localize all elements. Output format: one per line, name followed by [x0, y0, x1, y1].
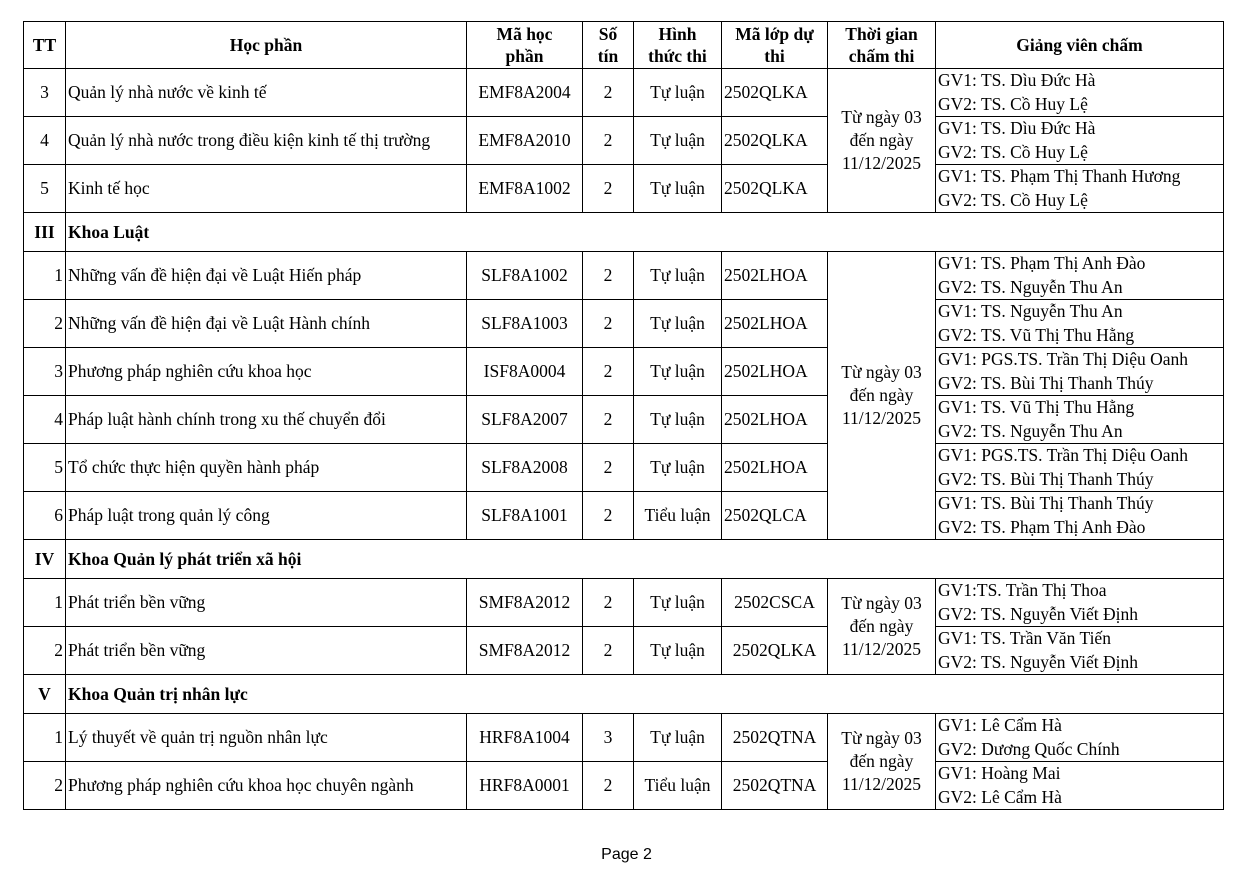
cell-class: 2502QTNA — [722, 762, 828, 810]
cell-code: SLF8A1003 — [467, 300, 583, 348]
cell-code: SMF8A2012 — [467, 627, 583, 675]
cell-credits: 2 — [583, 348, 634, 396]
cell-tt: 1 — [24, 252, 66, 300]
cell-tt: 1 — [24, 579, 66, 627]
cell-tt: 1 — [24, 714, 66, 762]
cell-tt: 5 — [24, 444, 66, 492]
cell-course: Những vấn đề hiện đại về Luật Hiến pháp — [66, 252, 467, 300]
cell-graders: GV1: TS. Vũ Thị Thu Hằng GV2: TS. Nguyễn Thu An — [936, 396, 1224, 444]
cell-course: Phát triển bền vững — [66, 627, 467, 675]
cell-class: 2502LHOA — [722, 348, 828, 396]
cell-code: EMF8A1002 — [467, 165, 583, 213]
cell-tt: 4 — [24, 396, 66, 444]
cell-form: Tự luận — [634, 300, 722, 348]
cell-code: EMF8A2004 — [467, 69, 583, 117]
cell-form: Tự luận — [634, 396, 722, 444]
page-number: Page 2 — [601, 846, 652, 863]
cell-course: Pháp luật hành chính trong xu thế chuyển đổi — [66, 396, 467, 444]
cell-code: ISF8A0004 — [467, 348, 583, 396]
table-row — [24, 69, 1224, 117]
cell-code: SLF8A2007 — [467, 396, 583, 444]
cell-time: Từ ngày 03 đến ngày 11/12/2025 — [828, 69, 936, 213]
cell-form: Tự luận — [634, 69, 722, 117]
cell-graders: GV1: Hoàng Mai GV2: Lê Cẩm Hà — [936, 762, 1224, 810]
table-row — [24, 627, 1224, 675]
table-row — [24, 444, 1224, 492]
section-title: Khoa Quản lý phát triển xã hội — [66, 540, 1224, 579]
header-graders: Giảng viên chấm — [936, 22, 1224, 69]
cell-class: 2502QTNA — [722, 714, 828, 762]
cell-tt: 2 — [24, 762, 66, 810]
cell-form: Tiểu luận — [634, 492, 722, 540]
section-row-khoa-luat — [24, 213, 1224, 252]
cell-form: Tự luận — [634, 348, 722, 396]
cell-credits: 2 — [583, 579, 634, 627]
cell-class: 2502QLKA — [722, 69, 828, 117]
cell-class: 2502QLKA — [722, 627, 828, 675]
cell-course: Phát triển bền vững — [66, 579, 467, 627]
section-number: III — [24, 213, 66, 252]
cell-credits: 2 — [583, 300, 634, 348]
cell-form: Tự luận — [634, 444, 722, 492]
cell-code: HRF8A1004 — [467, 714, 583, 762]
header-grading-time: Thời gian chấm thi — [828, 22, 936, 69]
cell-course: Lý thuyết về quản trị nguồn nhân lực — [66, 714, 467, 762]
cell-form: Tiểu luận — [634, 762, 722, 810]
table-row — [24, 252, 1224, 300]
table-row — [24, 492, 1224, 540]
cell-time: Từ ngày 03 đến ngày 11/12/2025 — [828, 579, 936, 675]
cell-credits: 2 — [583, 762, 634, 810]
cell-graders: GV1: PGS.TS. Trần Thị Diệu Oanh GV2: TS. Bùi Thị Thanh Thúy — [936, 348, 1224, 396]
cell-credits: 2 — [583, 252, 634, 300]
cell-code: SLF8A1001 — [467, 492, 583, 540]
cell-class: 2502LHOA — [722, 396, 828, 444]
cell-graders: GV1: TS. Dìu Đức Hà GV2: TS. Cồ Huy Lệ — [936, 117, 1224, 165]
cell-course: Phương pháp nghiên cứu khoa học chuyên ngành — [66, 762, 467, 810]
table-row — [24, 396, 1224, 444]
cell-form: Tự luận — [634, 252, 722, 300]
section-row-khoa-quan-tri-nhan-luc — [24, 675, 1224, 714]
cell-course: Pháp luật trong quản lý công — [66, 492, 467, 540]
section-title: Khoa Luật — [66, 213, 1224, 252]
section-number: V — [24, 675, 66, 714]
table-row — [24, 762, 1224, 810]
header-row — [24, 22, 1224, 69]
cell-course: Tổ chức thực hiện quyền hành pháp — [66, 444, 467, 492]
cell-time: Từ ngày 03 đến ngày 11/12/2025 — [828, 252, 936, 540]
cell-credits: 2 — [583, 627, 634, 675]
header-credits: Số tín — [583, 22, 634, 69]
cell-code: EMF8A2010 — [467, 117, 583, 165]
cell-code: SLF8A2008 — [467, 444, 583, 492]
cell-tt: 3 — [24, 69, 66, 117]
header-tt: TT — [24, 22, 66, 69]
header-exam-form: Hình thức thi — [634, 22, 722, 69]
section-number: IV — [24, 540, 66, 579]
cell-tt: 2 — [24, 300, 66, 348]
cell-class: 2502QLCA — [722, 492, 828, 540]
table-row — [24, 117, 1224, 165]
cell-graders: GV1:TS. Trần Thị Thoa GV2: TS. Nguyễn Viết Định — [936, 579, 1224, 627]
cell-graders: GV1: PGS.TS. Trần Thị Diệu Oanh GV2: TS. Bùi Thị Thanh Thúy — [936, 444, 1224, 492]
cell-form: Tự luận — [634, 579, 722, 627]
cell-course: Quản lý nhà nước trong điều kiện kinh tế thị trường — [66, 117, 467, 165]
cell-class: 2502LHOA — [722, 444, 828, 492]
cell-graders: GV1: TS. Nguyễn Thu An GV2: TS. Vũ Thị Thu Hằng — [936, 300, 1224, 348]
cell-tt: 4 — [24, 117, 66, 165]
table-row — [24, 714, 1224, 762]
cell-course: Những vấn đề hiện đại về Luật Hành chính — [66, 300, 467, 348]
section-title: Khoa Quản trị nhân lực — [66, 675, 1224, 714]
cell-tt: 2 — [24, 627, 66, 675]
cell-time: Từ ngày 03 đến ngày 11/12/2025 — [828, 714, 936, 810]
cell-credits: 2 — [583, 117, 634, 165]
cell-class: 2502LHOA — [722, 252, 828, 300]
cell-credits: 2 — [583, 69, 634, 117]
table-row — [24, 579, 1224, 627]
cell-code: SLF8A1002 — [467, 252, 583, 300]
cell-tt: 5 — [24, 165, 66, 213]
cell-credits: 2 — [583, 444, 634, 492]
cell-form: Tự luận — [634, 117, 722, 165]
cell-code: HRF8A0001 — [467, 762, 583, 810]
cell-class: 2502QLKA — [722, 165, 828, 213]
cell-class: 2502QLKA — [722, 117, 828, 165]
cell-graders: GV1: TS. Bùi Thị Thanh Thúy GV2: TS. Phạm Thị Anh Đào — [936, 492, 1224, 540]
cell-credits: 2 — [583, 165, 634, 213]
cell-credits: 2 — [583, 492, 634, 540]
cell-form: Tự luận — [634, 714, 722, 762]
cell-graders: GV1: TS. Phạm Thị Anh Đào GV2: TS. Nguyễn Thu An — [936, 252, 1224, 300]
cell-graders: GV1: TS. Phạm Thị Thanh Hương GV2: TS. Cồ Huy Lệ — [936, 165, 1224, 213]
cell-course: Kinh tế học — [66, 165, 467, 213]
cell-course: Phương pháp nghiên cứu khoa học — [66, 348, 467, 396]
table-row — [24, 300, 1224, 348]
cell-course: Quản lý nhà nước về kinh tế — [66, 69, 467, 117]
cell-graders: GV1: TS. Dìu Đức Hà GV2: TS. Cồ Huy Lệ — [936, 69, 1224, 117]
table-row — [24, 348, 1224, 396]
cell-tt: 6 — [24, 492, 66, 540]
cell-class: 2502CSCA — [722, 579, 828, 627]
section-row-khoa-quan-ly-phat-trien-xa-hoi — [24, 540, 1224, 579]
header-course: Học phần — [66, 22, 467, 69]
table-row — [24, 165, 1224, 213]
cell-tt: 3 — [24, 348, 66, 396]
header-class-code: Mã lớp dự thi — [722, 22, 828, 69]
cell-credits: 2 — [583, 396, 634, 444]
cell-credits: 3 — [583, 714, 634, 762]
cell-graders: GV1: TS. Trần Văn Tiến GV2: TS. Nguyễn Viết Định — [936, 627, 1224, 675]
cell-graders: GV1: Lê Cẩm Hà GV2: Dương Quốc Chính — [936, 714, 1224, 762]
cell-form: Tự luận — [634, 165, 722, 213]
cell-code: SMF8A2012 — [467, 579, 583, 627]
cell-form: Tự luận — [634, 627, 722, 675]
exam-grading-table — [23, 21, 1224, 810]
header-course-code: Mã học phần — [467, 22, 583, 69]
cell-class: 2502LHOA — [722, 300, 828, 348]
